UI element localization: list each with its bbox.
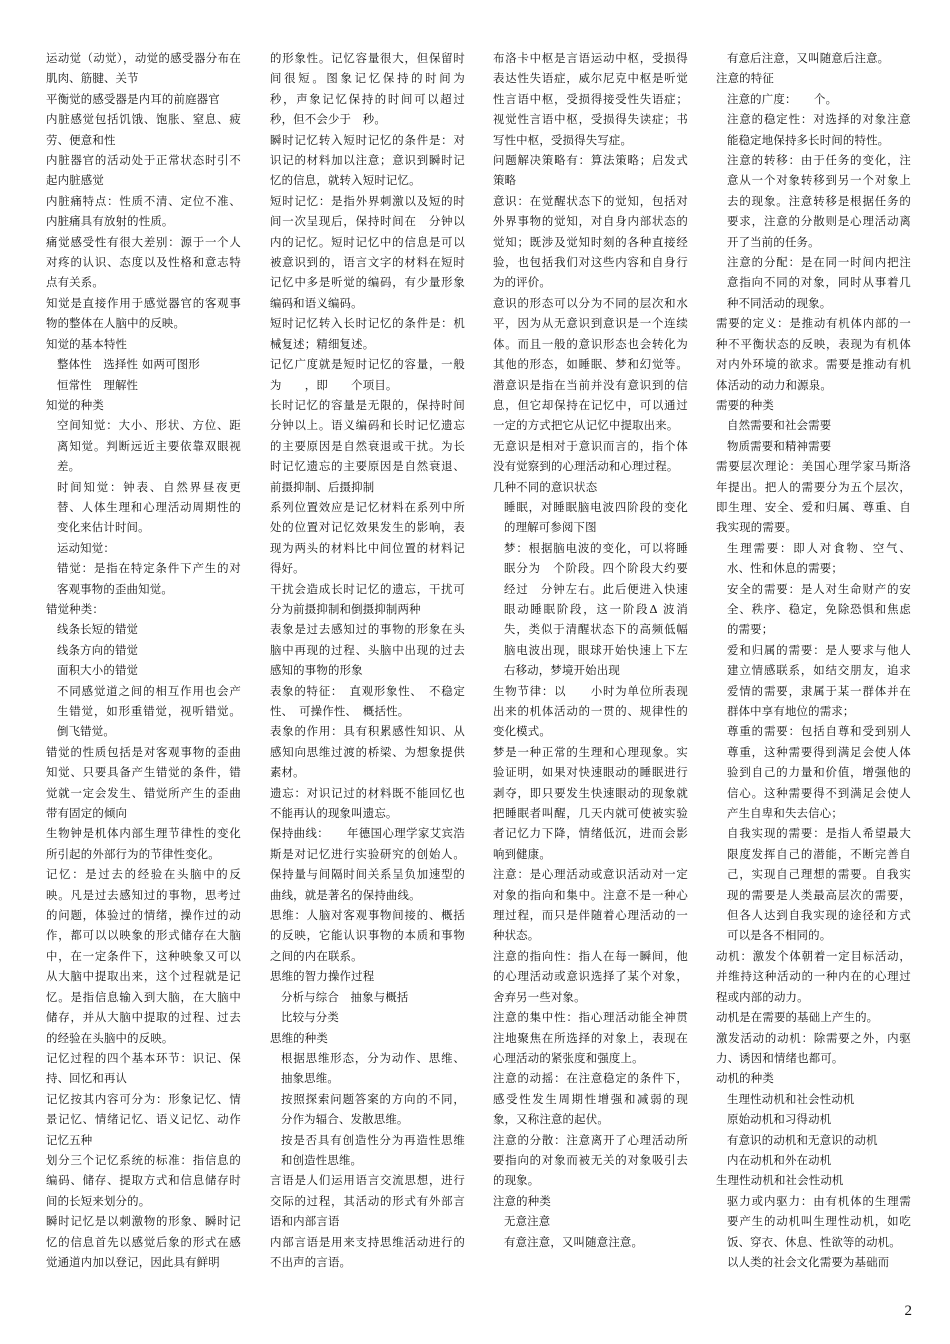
paragraph: 内脏痛特点：性质不清、定位不准、内脏痛具有放射的性质。 xyxy=(46,193,241,229)
paragraph: 按照探索问题答案的方向的不同，分作为辐合、发散思维。 xyxy=(281,1091,465,1127)
paragraph: 生理性动机和社会性动机 xyxy=(727,1091,855,1106)
paragraph: 瞬时记忆转入短时记忆的条件是：对识记的材料加以注意；意识到瞬时记忆的信息，就转入短时记忆。 xyxy=(270,132,465,188)
paragraph: 空间知觉：大小、形状、方位、距离知觉。判断远近主要依靠双眼视差。 xyxy=(57,418,241,474)
paragraph: 自我实现的需要：是指人希望最大限度发挥自己的潜能，不断完善自己，实现自己理想的需要。自我实现的需要是人类最高层次的需要，但各人达到自我实现的途径和方式可以是各不相同的。 xyxy=(727,826,911,943)
paragraph: 生理性动机和社会性动机 xyxy=(716,1173,844,1188)
paragraph: 动机：激发个体朝着一定目标活动，并维持这种活动的一种内在的心理过程或内部的动力。 xyxy=(716,948,911,1004)
paragraph: 注意的转移：由于任务的变化，注意从一个对象转移到另一个对象上去的现象。注意转移是根据任务的要求，注意的分散则是心理活动离开了当前的任务。 xyxy=(727,153,911,249)
paragraph: 遗忘：对识记过的材料既不能回忆也不能再认的现象叫遗忘。 xyxy=(270,785,465,821)
paragraph: 错觉的性质包括是对客观事物的歪曲知觉、只要具备产生错觉的条件，错觉就一定会发生、错觉所产生的歪曲带有固定的倾向 xyxy=(46,744,241,821)
paragraph: 长时记忆的容量是无限的，保持时间 分钟以上。语义编码和长时记忆遗忘的主要原因是自然衰退或干扰。为长时记忆遗忘的主要原因是自然衰退、前摄抑制、后摄抑制 xyxy=(270,397,477,494)
paragraph: 根据思维形态，分为动作、思维、抽象思维。 xyxy=(281,1050,465,1086)
paragraph: 记忆广度就是短时记忆的容量，一般为 ，即 个项目。 xyxy=(270,357,465,392)
paragraph: 痛觉感受性有很大差别：源于一个人对疼的认识、态度以及性格和意志特点有关系。 xyxy=(46,234,241,290)
paragraph: 动机是在需要的基础上产生的。 xyxy=(716,1010,879,1025)
paragraph: 爱和归属的需要：是人要求与他人建立情感联系，如结交朋友，追求爱情的需要，隶属于某一群体并在群体中享有地位的需求； xyxy=(727,642,911,718)
paragraph: 线条方向的错觉 xyxy=(57,642,139,657)
paragraph: 注意的分散：注意离开了心理活动所要指向的对象而被无关的对象吸引去的现象。 xyxy=(493,1132,688,1188)
paragraph: 表象的特征： 直观形象性、 不稳定性、 可操作性、 概括性。 xyxy=(270,683,465,718)
paragraph: 尊重的需要：包括自尊和受到别人尊重，这种需要得到满足会使人体验到自己的力量和价值，增强他的信心。这种需要得不到满足会使人产生自卑和失去信心； xyxy=(727,724,911,821)
paragraph: 恒常性 理解性 xyxy=(57,377,139,392)
paragraph: 注意的集中性：指心理活动能全神贯注地聚焦在所选择的对象上，表现在心理活动的紧张度和强度上。 xyxy=(493,1010,688,1065)
paragraph: 时间知觉：钟表、自然界昼夜更替、人体生理和心理活动周期性的变化来估计时间。 xyxy=(57,479,241,535)
paragraph: 注意的特征 xyxy=(716,71,774,86)
paragraph: 需要的种类 xyxy=(716,397,774,412)
paragraph: 驱力或内驱力：由有机体的生理需要产生的动机叫生理性动机，如吃饭、穿衣、休息、性欲等的动机。 xyxy=(727,1193,911,1249)
paragraph: 有意识的动机和无意识的动机 xyxy=(727,1132,878,1147)
paragraph: 有意注意，又叫随意注意。 xyxy=(504,1234,644,1249)
paragraph: 安全的需要：是人对生命财产的安全、秩序、稳定，免除恐惧和焦虑的需要； xyxy=(727,581,911,637)
paragraph: 错觉种类： xyxy=(46,601,104,616)
paragraph: 干扰会造成长时记忆的遗忘，干扰可分为前摄抑制和倒摄抑制两种 xyxy=(270,581,465,616)
paragraph: 睡眠，对睡眠脑电波四阶段的变化的理解可参阅下图 xyxy=(504,499,688,535)
paragraph: 划分三个记忆系统的标准：指信息的编码、储存、提取方式和信息储存时间的长短来划分的。 xyxy=(46,1152,241,1208)
paragraph: 无意注意 xyxy=(504,1214,551,1229)
paragraph: 自然需要和社会需要 xyxy=(727,418,832,433)
paragraph: 意识的形态可以分为不同的层次和水平，因为从无意识到意识是一个连续体。而且一般的意识形态也会转化为其他的形态，如睡眠、梦和幻觉等。潜意识是指在当前并没有意识到的信息，但它却保持在记忆中，可以通过一定的方式把它从记忆中提取出来。 xyxy=(493,295,688,433)
paragraph: 按是否具有创造性分为再造性思维和创造性思维。 xyxy=(281,1132,465,1167)
paragraph: 不同感觉道之间的相互作用也会产生错觉，如形重错觉，视听错觉。倒飞错觉。 xyxy=(57,683,241,739)
paragraph: 运动觉（动觉），动觉的感受器分布在肌肉、筋腱、关节 xyxy=(46,51,241,86)
paragraph: 几种不同的意识状态 xyxy=(493,479,598,494)
paragraph: 比较与分类 xyxy=(281,1010,339,1025)
paragraph: 记忆：是过去的经验在头脑中的反映。凡是过去感知过的事物，思考过的问题，体验过的情绪，操作过的动作，都可以以映象的形式储存在大脑中，在一定条件下，这种映象又可以从大脑中提取出来，这个过程就是记忆。是指信息输入到大脑，在大脑中储存，并从大脑中提取的过程、过去的经验在头脑中的反映。 xyxy=(46,867,241,1045)
paragraph: 记忆按其内容可分为：形象记忆、情景记忆、情绪记忆、语义记忆、动作记忆五种 xyxy=(46,1091,241,1147)
paragraph: 思维的智力操作过程 xyxy=(270,969,375,984)
paragraph: 思维的种类 xyxy=(270,1030,328,1045)
paragraph: 短时记忆：是指外界刺激以及短的时间一次呈现后，保持时间在 分钟以内的记忆。短时记忆中的信息是可以被意识到的，语言文字的材料在短时记忆中多是听觉的编码，有少量形象编码和语义编码。 xyxy=(270,193,465,310)
paragraph: 有意后注意，又叫随意后注意。 xyxy=(727,51,890,65)
paragraph: 短时记忆转入长时记忆的条件是：机械复述；精细复述。 xyxy=(270,316,465,351)
paragraph: 注意的种类 xyxy=(493,1193,551,1208)
paragraph: 平衡觉的感受器是内耳的前庭器官 xyxy=(46,91,220,106)
paragraph: 整体性 选择性 如两可图形 xyxy=(57,357,200,372)
paragraph: 物质需要和精神需要 xyxy=(727,438,832,453)
paragraph: 运动知觉： xyxy=(57,540,115,555)
paragraph: 意识：在觉醒状态下的觉知，包括对外界事物的觉知，对自身内部状态的觉知；既涉及觉知时刻的各种直接经验，也包括我们对这些内容和自身行为的评价。 xyxy=(493,193,688,290)
paragraph: 动机的种类 xyxy=(716,1071,774,1086)
paragraph: 错觉：是指在特定条件下产生的对客观事物的歪曲知觉。 xyxy=(57,561,241,596)
paragraph: 生物节律：以 小时为单位所表现出来的机体活动的一贯的、规律性的变化模式。 xyxy=(493,683,688,739)
paragraph: 注意：是心理活动或意识活动对一定对象的指向和集中。注意不是一种心理过程，而只是伴随着心理活动的一种状态。 xyxy=(493,867,688,943)
paragraph: 内部言语是用来支持思维活动进行的不出声的言语。 xyxy=(270,1234,465,1269)
text-column-1 xyxy=(46,48,241,1272)
paragraph: 注意的分配：是在同一时间内把注意指向不同的对象，同时从事着几种不同活动的现象。 xyxy=(727,255,911,310)
paragraph: 问题解决策略有：算法策略；启发式策略 xyxy=(493,153,688,188)
paragraph: 记忆过程的四个基本环节：识记、保持、回忆和再认 xyxy=(46,1050,241,1086)
paragraph: 内脏器官的活动处于正常状态时引不起内脏感觉 xyxy=(46,153,241,188)
paragraph: 生理需要：即人对食物、空气、水、性和休息的需要； xyxy=(727,540,911,576)
paragraph: 的形象性。记忆容量很大，但保留时间很短。图象记忆保持的时间为 秒，声象记忆保持的时间可以超过 秒，但不会少于 秒。 xyxy=(270,51,489,127)
paragraph: 知觉的基本特性 xyxy=(46,336,128,351)
paragraph: 表象的作用：具有积累感性知识、从感知向思维过渡的桥梁、为想象提供素材。 xyxy=(270,724,465,780)
paragraph: 注意的稳定性：对选择的对象注意能稳定地保持多长时间的特性。 xyxy=(727,112,911,147)
paragraph: 知觉的种类 xyxy=(46,397,104,412)
paragraph: 注意的广度： 个。 xyxy=(727,91,838,106)
page-number: 2 xyxy=(904,1303,912,1319)
paragraph: 注意的指向性：指人在每一瞬间，他的心理活动或意识选择了某个对象，舍弃另一些对象。 xyxy=(493,948,688,1004)
paragraph: 需要的定义：是推动有机体内部的一种不平衡状态的反映，表现为有机体对内外环境的欲求。需要是推动有机体活动的动力和源泉。 xyxy=(716,316,911,392)
paragraph: 表象是过去感知过的事物的形象在头脑中再现的过程、头脑中出现的过去感知的事物的形象 xyxy=(270,622,465,678)
paragraph: 思维：人脑对客观事物间接的、概括的反映，它能认识事物的本质和事物之间的内在联系。 xyxy=(270,908,465,963)
paragraph: 内脏感觉包括饥饿、饱胀、窒息、疲劳、便意和性 xyxy=(46,112,241,147)
paragraph: 面积大小的错觉 xyxy=(57,663,139,678)
paragraph: 线条长短的错觉 xyxy=(57,622,139,637)
text-column-3 xyxy=(493,48,688,1252)
paragraph: 需要层次理论：美国心理学家马斯洛 年提出。把人的需要分为五个层次，即生理、安全、爱和归属、尊重、自我实现的需要。 xyxy=(716,459,935,535)
paragraph: 保持曲线： 年德国心理学家艾宾浩斯是对记忆进行实验研究的创始人。保持量与间隔时间关系呈负加速型的曲线，就是著名的保持曲线。 xyxy=(270,826,465,902)
text-column-2 xyxy=(270,48,489,1272)
paragraph: 激发活动的动机：除需要之外，内驱力、诱因和情绪也都可。 xyxy=(716,1030,911,1065)
paragraph: 瞬时记忆是以刺激物的形象、瞬时记忆的信息首先以感觉后象的形式在感觉通道内加以登记，因此具有鲜明 xyxy=(46,1214,241,1269)
paragraph: 梦：根据脑电波的变化，可以将睡眠分为 个阶段。四个阶段大约要经过 分钟左右。此后便进入快速眼动睡眠阶段，这一阶段Δ 波消失，类似于清醒状态下的高频低幅脑电波出现，眼球开始快速上下左右移动，梦境开始出现 xyxy=(504,540,688,678)
text-column-4 xyxy=(716,48,935,1272)
paragraph: 注意的动摇：在注意稳定的条件下，感受性发生周期性增强和减弱的现象，又称注意的起伏。 xyxy=(493,1071,688,1127)
paragraph: 内在动机和外在动机 xyxy=(727,1152,832,1167)
paragraph: 言语是人们运用语言交流思想，进行交际的过程，其活动的形式有外部言语和内部言语 xyxy=(270,1173,465,1229)
paragraph: 生物钟是机体内部生理节律性的变化所引起的外部行为的节律性变化。 xyxy=(46,826,241,861)
paragraph: 梦是一种正常的生理和心理现象。实验证明，如果对快速眼动的睡眠进行剥夺，即只要发生快速眼动的现象就把睡眠者叫醒，几天内就可使被实验者记忆力下降，情绪低沉，进而会影响到健康。 xyxy=(493,744,688,861)
paragraph: 布洛卡中枢是言语运动中枢，受损得表达性失语症，威尔尼克中枢是听觉性言语中枢，受损得接受性失语症；视觉性言语中枢，受损得失读症；书写性中枢，受损得失写症。 xyxy=(493,51,688,147)
paragraph: 以人类的社会文化需要为基础而 xyxy=(727,1254,890,1269)
paragraph: 无意识是相对于意识而言的，指个体没有觉察到的心理活动和心理过程。 xyxy=(493,438,688,474)
paragraph: 分析与综合 抽象与概括 xyxy=(281,989,409,1004)
paragraph: 系列位置效应是记忆材料在系列中所处的位置对记忆效果发生的影响，表现为两头的材料比中间位置的材料记得好。 xyxy=(270,499,465,576)
paragraph: 知觉是直接作用于感觉器官的客观事物的整体在人脑中的反映。 xyxy=(46,295,241,331)
paragraph: 原始动机和习得动机 xyxy=(727,1112,832,1127)
